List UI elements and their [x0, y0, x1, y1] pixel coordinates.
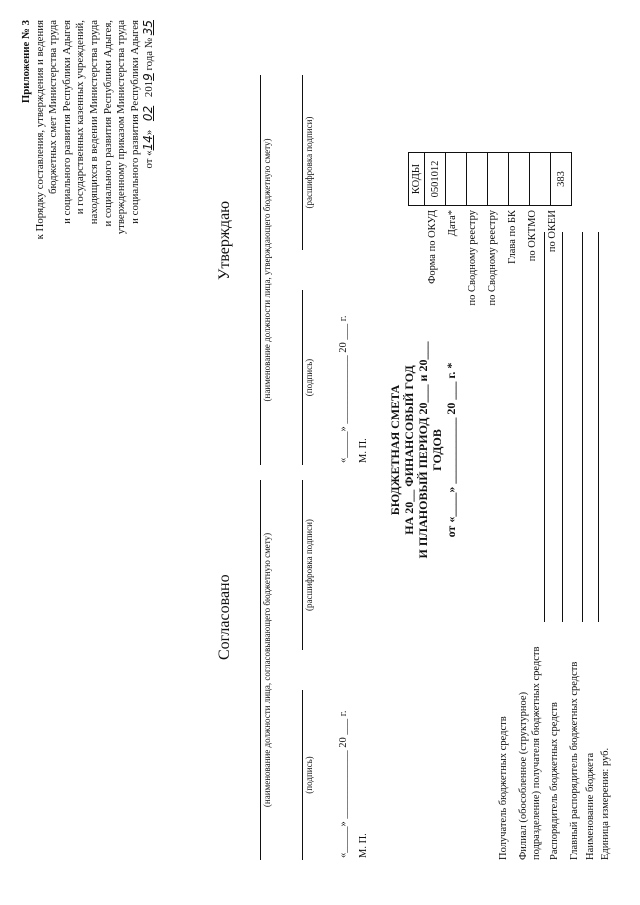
appendix-line: и социального развития Республики Адыгея — [60, 20, 73, 224]
appendix-line: к Порядку составления, утверждения и ведения — [33, 20, 46, 240]
code-cell[interactable] — [530, 153, 551, 206]
field-unit: Единица измерения: руб. — [600, 747, 611, 860]
appendix-date — [142, 20, 157, 440]
field-budget-name: Наименование бюджета — [585, 752, 596, 860]
date-prefix: от « — [143, 150, 156, 169]
title-line: И ПЛАНОВЫЙ ПЕРИОД 20___ и 20___ ГОДОВ — [416, 341, 444, 559]
title-line: НА 20__ ФИНАНСОВЫЙ ГОД — [402, 365, 416, 535]
agreed-heading: Согласовано — [216, 574, 233, 660]
agreed-position-caption: (наименование должности лица, согласовывающего бюджетную смету) — [262, 532, 272, 808]
field-chief-manager: Главный распорядитель бюджетных средств — [569, 661, 580, 860]
approved-decoding-caption: (расшифровка подписи) — [304, 116, 314, 209]
agreed-position-line — [260, 480, 261, 860]
agreed-date-line: «_____» _____________ 20 ___ г. — [338, 710, 349, 858]
appendix-line: и социального развития Республики Адыгея, — [101, 20, 114, 227]
agreed-decoding-line — [302, 480, 303, 650]
code-label: по ОКТМО — [527, 210, 538, 262]
field-branch-cont: подразделение) получателя бюджетных средств — [531, 646, 542, 860]
agreed-stamp: М. П. — [358, 833, 369, 858]
approved-decoding-line — [302, 75, 303, 250]
date-day: 14 — [141, 135, 156, 151]
code-cell[interactable] — [446, 153, 467, 206]
date-year-prefix: 201 — [143, 80, 156, 98]
field-chief-manager-line[interactable] — [582, 232, 583, 622]
codes-header: КОДЫ — [409, 153, 425, 206]
field-manager-line[interactable] — [562, 232, 563, 622]
code-cell[interactable] — [467, 153, 488, 206]
field-branch: Филиал (обособленное (структурное) — [518, 691, 529, 860]
codes-table — [408, 152, 572, 206]
rotated-form — [20, 20, 620, 880]
title-line: БЮДЖЕТНАЯ СМЕТА — [388, 384, 402, 516]
code-label: Форма по ОКУД — [427, 210, 438, 284]
code-label: Глава по БК — [507, 210, 518, 264]
code-cell[interactable] — [488, 153, 509, 206]
agreed-signature-caption: (подпись) — [304, 756, 314, 794]
appendix-line: утвержденному приказом Министерства труда — [115, 20, 128, 235]
code-cell[interactable] — [509, 153, 530, 206]
approved-position-line — [260, 75, 261, 465]
approved-stamp: М. П. — [358, 438, 369, 463]
field-budget-line[interactable] — [598, 232, 599, 622]
appendix-block — [20, 20, 157, 440]
order-number: 35 — [141, 20, 156, 36]
approved-signature-caption: (подпись) — [304, 358, 314, 397]
code-cell[interactable]: 383 — [551, 153, 572, 206]
title-date-line: от «____» ___________ 20 ___ г. * — [444, 362, 458, 538]
code-cell[interactable]: 0501012 — [425, 153, 446, 206]
code-label: Дата* — [447, 210, 458, 237]
code-label: по Сводному реестру — [467, 210, 478, 306]
code-label: по ОКЕИ — [547, 210, 558, 253]
approved-signature-line — [302, 290, 303, 465]
date-month: 02 — [141, 105, 156, 122]
agreed-signature-line — [302, 690, 303, 860]
field-branch-line[interactable] — [544, 232, 545, 622]
appendix-line: бюджетных смет Министерства труда — [47, 20, 60, 194]
appendix-line: и государственных казенных учреждений, — [74, 20, 87, 215]
date-mid: » — [143, 129, 156, 136]
appendix-line: и социального развития Республики Адыгея — [128, 20, 141, 224]
agreed-decoding-caption: (расшифровка подписи) — [304, 519, 314, 611]
date-year-digit: 9 — [141, 73, 156, 81]
date-suffix: года № — [143, 37, 156, 71]
appendix-line: находящихся в ведении Министерства труда — [87, 20, 100, 225]
approved-heading: Утверждаю — [216, 200, 233, 280]
code-label: по Сводному реестру — [487, 210, 498, 306]
field-recipient: Получатель бюджетных средств — [498, 716, 509, 860]
approved-position-caption: (наименование должности лица, утверждающего бюджетную смету) — [262, 138, 272, 402]
appendix-title: Приложение № 3 — [20, 20, 32, 104]
approved-date-line: «_____» _____________ 20 ___ г. — [338, 315, 349, 463]
field-manager: Распорядитель бюджетных средств — [549, 702, 560, 860]
